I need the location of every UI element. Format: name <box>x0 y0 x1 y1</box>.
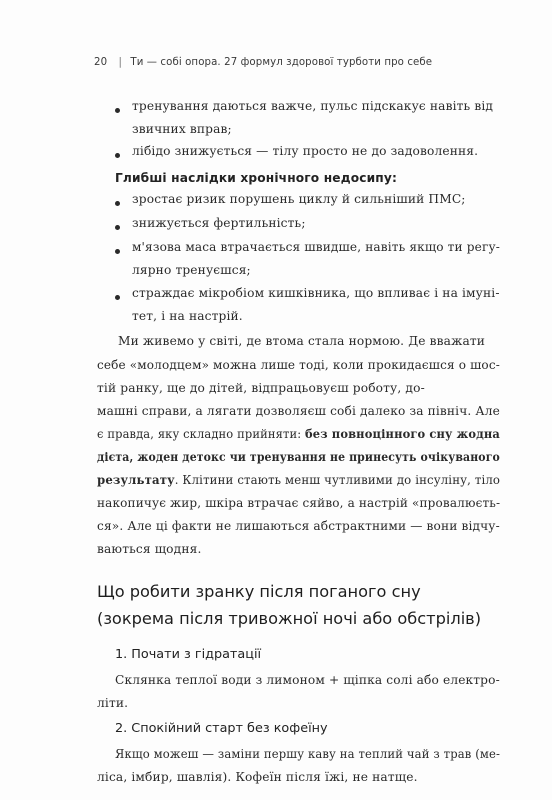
paragraph-line: себе «молодцем» можна лише тоді, коли прокидаєшся о шос- <box>97 358 500 372</box>
list-item-line: знижується фертильність; <box>132 216 306 230</box>
step-heading: 1. Почати з гідратації <box>115 647 262 662</box>
paragraph-text: . Клітини стають менш чутливими до інсуліну, тіло <box>174 473 501 487</box>
section-subtitle: (зокрема після тривожної ночі або обстрілів) <box>97 609 482 628</box>
paragraph-line: ваються щодня. <box>97 542 202 556</box>
paragraph-line <box>97 423 500 446</box>
emphasis-text: без повноцінного сну жодна <box>305 427 500 441</box>
bullet-icon <box>115 108 120 113</box>
running-head <box>94 57 514 68</box>
paragraph-line <box>97 469 500 492</box>
list-item-line: тренування даються важче, пульс підскакує навіть від <box>132 99 494 113</box>
list-item-line: зростає ризик порушень циклу й сильніший ПМС; <box>132 192 466 206</box>
page-number: 20 <box>94 57 108 68</box>
step-text-line: літи. <box>97 696 129 710</box>
paragraph-line: тій ранку, ще до дітей, відпрацьовуєш роботу, до- <box>97 381 425 395</box>
paragraph-line: Ми живемо у світі, де втома стала нормою. Де вважати <box>118 334 486 348</box>
bullet-icon <box>115 201 120 206</box>
list-item-line: тет, і на настрій. <box>132 309 243 323</box>
subsection-heading: Глибші наслідки хронічного недосипу: <box>115 171 397 185</box>
emphasis-text: результату <box>97 473 175 487</box>
running-title: Ти — собі опора. 27 формул здорової турботи про себе <box>130 57 433 68</box>
step-text-line: ліса, імбир, шавлія). Кофеїн після їжі, не натще. <box>97 770 418 784</box>
list-item-line: лярно тренуєшся; <box>132 263 251 277</box>
list-item-line: звичних вправ; <box>132 122 232 136</box>
step-text-line: Склянка теплої води з лимоном + щіпка солі або електро- <box>115 673 500 687</box>
bullet-icon <box>115 295 120 300</box>
step-text-line: Якщо можеш — заміни першу каву на теплий чай з трав (ме- <box>115 747 501 761</box>
bullet-icon <box>115 225 120 230</box>
bullet-icon <box>115 249 120 254</box>
emphasis-line: дієта, жоден детокс чи тренування не принесуть очікуваного <box>97 450 500 464</box>
paragraph-line: машні справи, а лягати дозволяєш собі далеко за північ. Але <box>97 404 500 418</box>
section-title: Що робити зранку після поганого сну <box>97 582 421 601</box>
list-item-line: страждає мікробіом кишківника, що впливає і на імуні- <box>132 286 500 300</box>
list-item-line: лібідо знижується — тілу просто не до задоволення. <box>132 144 479 158</box>
paragraph-line: ся». Але ці факти не лишаються абстрактними — вони відчу- <box>97 519 500 533</box>
header-separator: | <box>118 57 123 68</box>
paragraph-text: є правда, яку складно прийняти: <box>97 427 306 441</box>
step-heading: 2. Спокійний старт без кофеїну <box>115 721 328 736</box>
list-item-line: м'язова маса втрачається швидше, навіть якщо ти регу- <box>132 240 500 254</box>
bullet-icon <box>115 153 120 158</box>
paragraph-line: накопичує жир, шкіра втрачає сяйво, а настрій «провалюєть- <box>97 496 501 510</box>
